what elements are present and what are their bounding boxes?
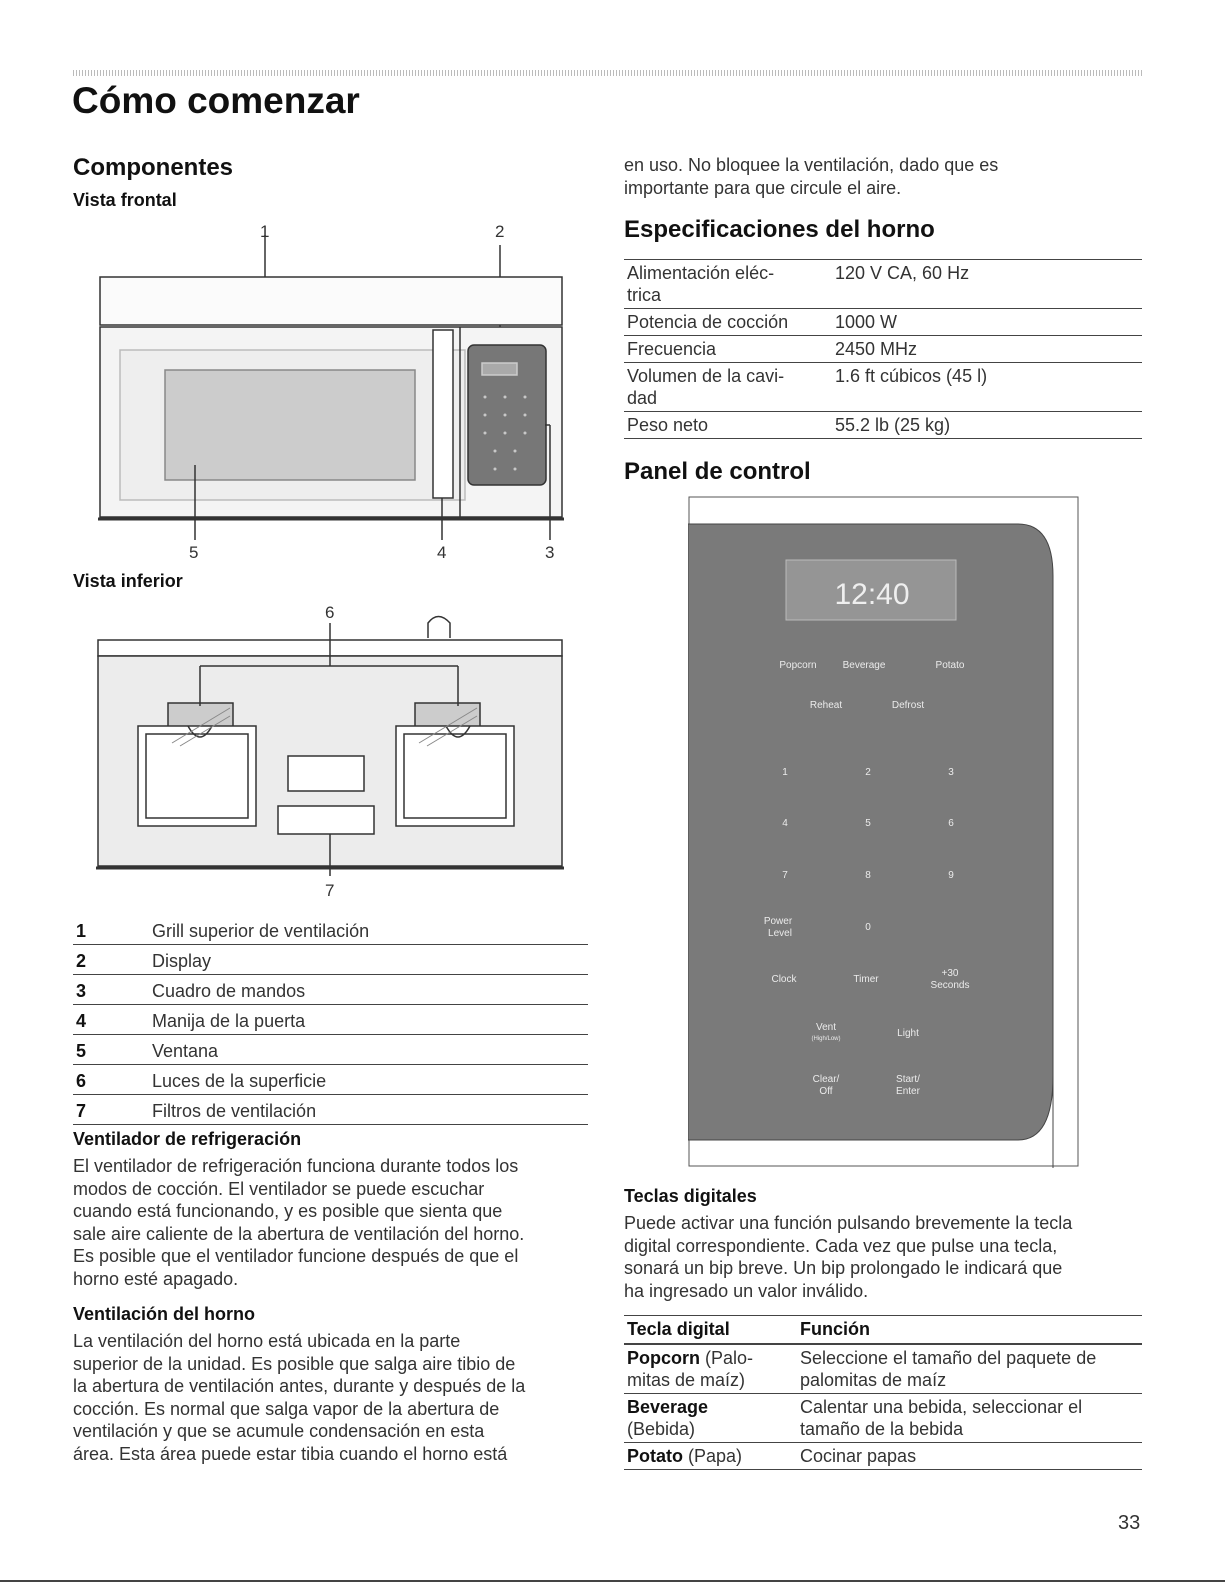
key-potato[interactable]: Potato (935, 660, 965, 671)
key-vent-sub: (High/Low) (811, 1036, 841, 1042)
key-light[interactable]: Light (897, 1028, 919, 1039)
key-plus30-1[interactable]: +30 (941, 968, 959, 979)
key-plus30-2[interactable]: Seconds (930, 980, 970, 991)
components-heading: Componentes (73, 154, 234, 181)
key-power-level-2[interactable]: Level (768, 928, 792, 939)
front-label-3: 3 (545, 543, 555, 562)
control-panel-heading: Panel de control (624, 458, 811, 485)
legend-row: 5 Ventana (73, 1035, 588, 1065)
bottom-view-heading: Vista inferior (73, 571, 183, 591)
key-7[interactable]: 7 (782, 870, 788, 881)
legend-row: 1 Grill superior de ventilación (73, 915, 588, 945)
footer-rule (0, 1580, 1225, 1582)
specs-row: Alimentación eléc- trica 120 V CA, 60 Hz (624, 260, 1142, 309)
front-label-4: 4 (437, 543, 447, 562)
bottom-label-7: 7 (325, 881, 335, 900)
key-4[interactable]: 4 (782, 818, 788, 829)
front-view-heading: Vista frontal (73, 190, 177, 210)
keys-header-row: Tecla digital Función (624, 1316, 1142, 1345)
bottom-label-6: 6 (325, 603, 335, 622)
key-timer[interactable]: Timer (853, 974, 879, 985)
front-view-diagram (90, 215, 580, 565)
front-label-1: 1 (260, 222, 270, 241)
keys-row: Beverage (Bebida) Calentar una bebida, seleccionar el tamaño de la bebida (624, 1394, 1142, 1443)
cooling-fan-text: El ventilador de refrigeración funciona durante todos los modos de cocción. El ventilador se puede escuchar cuando está funcionando, y es posible que sienta que sale aire caliente de la abertura de ventilación del horno. Es posible que el ventilador funcione después de que el horno esté apagado. (73, 1156, 525, 1289)
key-8[interactable]: 8 (865, 870, 871, 881)
header-rule (73, 70, 1143, 76)
key-clear-2[interactable]: Off (819, 1086, 833, 1097)
key-start-1[interactable]: Start/ (896, 1074, 920, 1085)
specs-table (624, 259, 1142, 439)
oven-vent-text-continued: en uso. No bloquee la ventilación, dado que es importante para que circule el aire. (624, 155, 999, 198)
key-vent[interactable]: Vent (815, 1022, 837, 1033)
touch-keys-table (624, 1315, 1142, 1470)
legend-row: 6 Luces de la superficie (73, 1065, 588, 1095)
front-label-2: 2 (495, 222, 505, 241)
legend-row: 7 Filtros de ventilación (73, 1095, 588, 1125)
specs-heading: Especificaciones del horno (624, 216, 935, 243)
key-clear-1[interactable]: Clear/ (812, 1074, 840, 1085)
key-beverage[interactable]: Beverage (842, 660, 886, 671)
specs-row: Volumen de la cavi- dad 1.6 ft cúbicos (45 l) (624, 363, 1142, 412)
key-5[interactable]: 5 (865, 818, 871, 829)
specs-row: Peso neto 55.2 lb (25 kg) (624, 412, 1142, 439)
keys-row: Popcorn (Palo- mitas de maíz) Seleccione el tamaño del paquete de palomitas de maíz (624, 1344, 1142, 1394)
specs-row: Potencia de cocción 1000 W (624, 309, 1142, 336)
key-defrost[interactable]: Defrost (891, 700, 925, 711)
page-number: 33 (1118, 1512, 1141, 1534)
key-0[interactable]: 0 (865, 922, 871, 933)
key-start-2[interactable]: Enter (896, 1086, 920, 1097)
front-label-5: 5 (189, 543, 199, 562)
key-reheat[interactable]: Reheat (809, 700, 843, 711)
oven-vent-heading: Ventilación del horno (73, 1304, 256, 1324)
page-title: Cómo comenzar (72, 80, 360, 121)
keys-row: Potato (Papa) Cocinar papas (624, 1443, 1142, 1470)
touch-keys-heading: Teclas digitales (624, 1186, 757, 1206)
key-9[interactable]: 9 (948, 870, 954, 881)
legend-row: 4 Manija de la puerta (73, 1005, 588, 1035)
key-2[interactable]: 2 (865, 767, 871, 778)
bottom-view-diagram (90, 598, 580, 903)
display-readout: 12:40 (834, 578, 910, 611)
touch-keys-text: Puede activar una función pulsando brevemente la tecla digital correspondiente. Cada vez que pulse una tecla, sonará un bip breve. Un bip prolongado le indicará que ha ingresado un valor inválido. (624, 1213, 1073, 1301)
cooling-fan-heading: Ventilador de refrigeración (73, 1129, 302, 1149)
key-power-level-1[interactable]: Power (763, 916, 793, 927)
key-popcorn[interactable]: Popcorn (779, 660, 817, 671)
key-1[interactable]: 1 (782, 767, 788, 778)
key-3[interactable]: 3 (948, 767, 954, 778)
oven-vent-text: La ventilación del horno está ubicada en la parte superior de la unidad. Es posible que salga aire tibio de la abertura de ventilación antes, durante y después de la cocción. Es normal que salga vapor de la abertura de ventilación y que se acumule condensación en esta área. Esta área puede estar tibia cuando el horno está (73, 1331, 526, 1464)
components-legend (73, 915, 588, 1125)
control-panel-illustration (688, 496, 1080, 1168)
specs-row: Frecuencia 2450 MHz (624, 336, 1142, 363)
legend-row: 3 Cuadro de mandos (73, 975, 588, 1005)
key-clock[interactable]: Clock (771, 974, 797, 985)
key-6[interactable]: 6 (948, 818, 954, 829)
legend-row: 2 Display (73, 945, 588, 975)
